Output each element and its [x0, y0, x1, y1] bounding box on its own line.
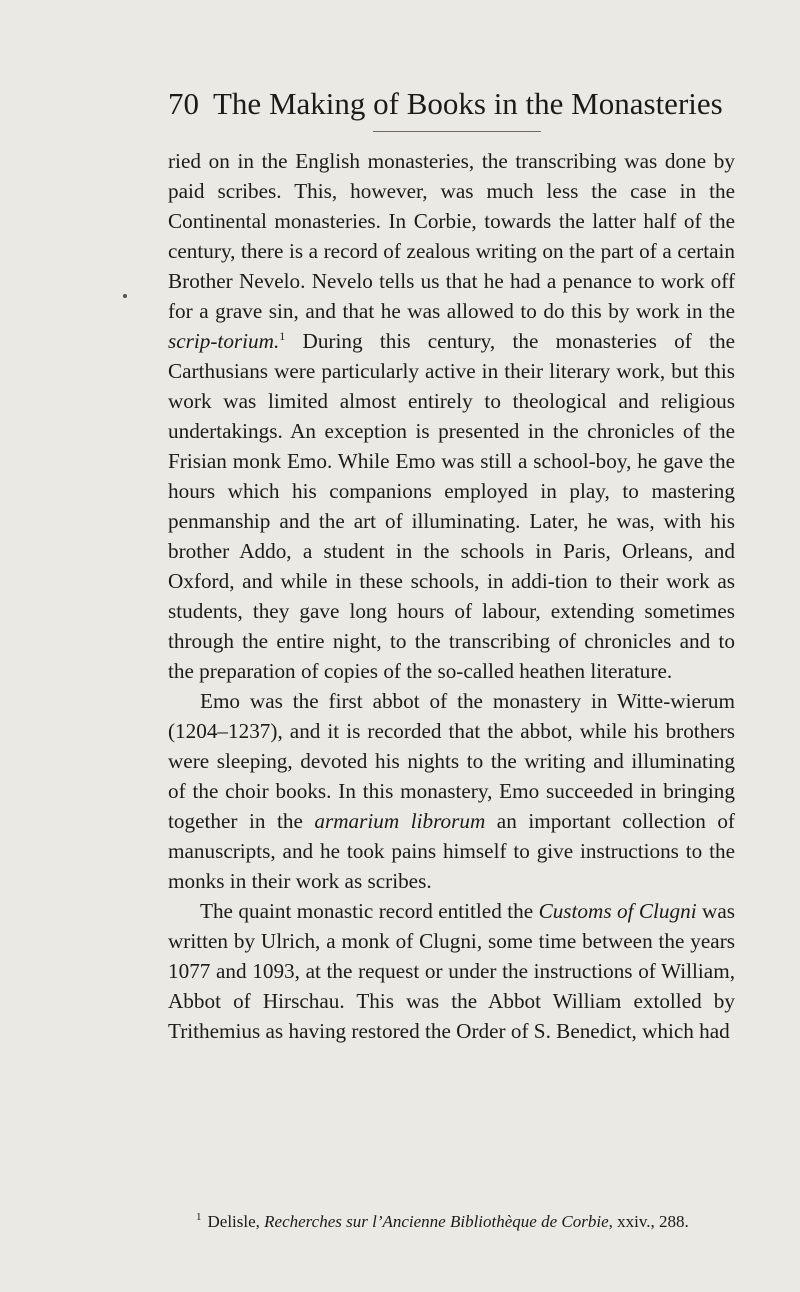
footnote: [168, 1211, 735, 1233]
page-number: 70: [168, 86, 199, 121]
italic-term: scrip-torium.: [168, 329, 280, 353]
footnote-marker: 1: [196, 1211, 202, 1224]
running-header: [168, 84, 728, 134]
paragraph-3: [168, 896, 735, 1046]
footnote-ref[interactable]: 1: [279, 328, 286, 343]
text-run: The quaint monastic record entitled the: [200, 899, 539, 923]
header-rule: [373, 131, 541, 132]
footnote-citation: , xxiv., 288.: [608, 1212, 689, 1231]
text-run: ried on in the English monasteries, the transcribing was done by paid scribes. This, however, was much less the case in the Continental monasteries. In Corbie, towards the latter half of the century, there is a record of zealous writing on the part of a certain Brother Nevelo. Nevelo tells us that he had a penance to work off for a grave sin, and that he was allowed to do this by work in the: [168, 149, 735, 323]
text-run: was written by Ulrich, a monk of Clugni, some time between the years 1077 and 1093, at the request or under the instructions of William, Abbot of Hirschau. This was the Abbot William extolled by Trithemius as having restored the Order of S. Benedict, which had: [168, 899, 735, 1043]
paragraph-1: [168, 146, 735, 686]
body-text: [168, 146, 735, 1046]
italic-title: Customs of Clugni: [538, 899, 697, 923]
footnote-author: Delisle,: [207, 1212, 265, 1231]
text-run: During this century, the monasteries of the Carthusians were particularly active in their literary work, but this work was limited almost entirely to theological and religious undertakings. An exception is presented in the chronicles of the Frisian monk Emo. While Emo was still a school-boy, he gave the hours which his companions employed in play, to mastering penmanship and the art of illuminating. Later, he was, with his brother Addo, a student in the schools in Paris, Orleans, and Oxford, and while in these schools, in addi-tion to their work as students, they gave long hours of labour, extending sometimes through the entire night, to the transcribing of chronicles and to the preparation of copies of the so-called heathen literature.: [168, 329, 735, 683]
footnote-title: Recherches sur l’Ancienne Bibliothèque de Corbie: [264, 1212, 609, 1231]
running-title: The Making of Books in the Monasteries: [213, 86, 723, 121]
italic-term: armarium librorum: [314, 809, 486, 833]
margin-mark: [123, 294, 127, 298]
text-run: an important collection of manuscripts, and he took pains himself to give instructions to the monks in their work as scribes.: [168, 809, 735, 893]
text-run: Emo was the first abbot of the monastery in Witte-wierum (1204–1237), and it is recorded that the abbot, while his brothers were sleeping, devoted his nights to the writing and illuminating of the choir books. In this monastery, Emo succeeded in bringing together in the: [168, 689, 735, 833]
paragraph-2: [168, 686, 735, 896]
